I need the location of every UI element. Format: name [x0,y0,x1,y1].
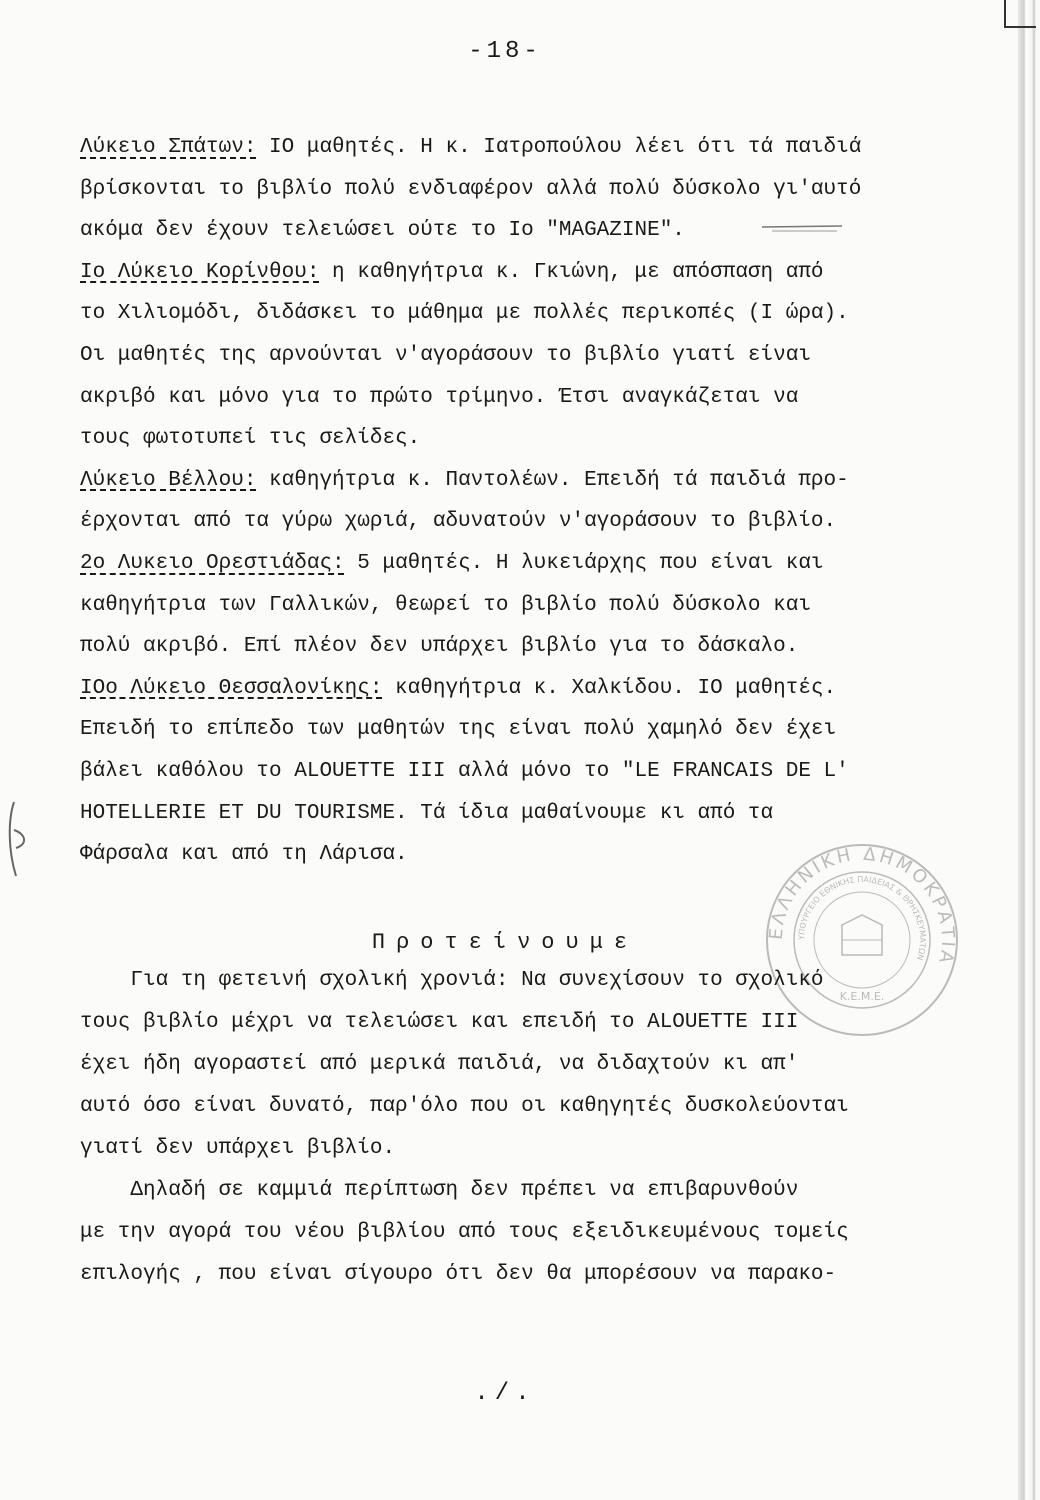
proposal-line: γιατί δεν υπάρχει βιβλίο. [80,1137,396,1160]
text-line [80,260,824,286]
line-text: Φάρσαλα και από τη Λάρισα. [80,843,408,867]
line-text: η καθηγήτρια κ. Γκιώνη, με απόσπαση από [319,260,824,284]
line-text: πολύ ακριβό. Επί πλέον δεν υπάρχει βιβλίο για το δάσκαλο. [80,635,799,659]
text-line [80,551,824,577]
text-line [80,593,811,619]
line-text: καθηγήτρια κ. Χαλκίδου. ΙΟ μαθητές. [382,676,837,700]
margin-pencil-mark [6,800,32,880]
text-line [80,842,408,868]
line-text: καθηγήτρια των Γαλλικών, θεωρεί το βιβλίο πολύ δύσκολο και [80,593,811,617]
text-line [80,343,811,369]
text-line [80,509,836,535]
school-name-underlined: Λύκειο Σπάτων: [80,136,257,159]
seal-code: Κ.Ε.Μ.Ε. [839,990,885,1003]
line-text: HOTELLERIE ET DU TOURISME. Τά ίδια μαθαίνουμε κι από τα [80,801,774,825]
corner-mark [1004,0,1036,28]
text-line [80,801,773,827]
proposal-line: έχει ήδη αγοραστεί από μερικά παιδιά, να διδαχτούν κι απ' [80,1053,799,1076]
proposal-line: Για τη φετεινή σχολική χρονιά: Να συνεχίσουν το σχολικό [80,969,824,992]
line-text: βρίσκονται το βιβλίο πολύ ενδιαφέρον αλλά πολύ δύσκολο γι'αυτό [80,177,862,201]
line-text: Επειδή το επίπεδο των μαθητών της είναι πολύ χαμηλό δεν έχει [80,718,837,742]
proposal-line: αυτό όσο είναι δυνατό, παρ'όλο που οι καθηγητές δυσκολεύονται [80,1095,849,1118]
line-text: Οι μαθητές της αρνούνται ν'αγοράσουν το βιβλίο γιατί είναι [80,344,811,367]
section-heading: Προτείνουμε [371,930,639,955]
proposal-line: επιλογής , που είναι σίγουρο ότι δεν θα μπορέσουν να παρακο- [80,1263,837,1286]
school-name-underlined: Λύκειο Βέλλου: [80,468,257,492]
line-text: τους φωτοτυπεί τις σελίδες. [80,427,421,451]
official-seal-stamp [762,840,962,1040]
seal-inner-text: ΥΠΟΥΡΓΕΙΟ ΕΘΝΙΚΗΣ ΠΑΙΔΕΙΑΣ & ΘΡΗΣΚΕΥΜΑΤΩΝ [796,874,928,962]
binder-edge [1018,0,1040,1500]
text-line [80,426,420,452]
text-line [80,385,798,411]
line-text: έρχονται από τα γύρω χωριά, αδυνατούν ν'αγοράσουν το βιβλίο. [80,510,837,534]
proposal-line: τους βιβλίο μέχρι να τελειώσει και επειδή το ALOUETTE III [80,1011,799,1034]
school-name-underlined: Ιο Λύκειο Κορίνθου: [80,260,320,284]
text-line [80,468,849,494]
continuation-mark: ./. [474,1380,536,1407]
line-text: 5 μαθητές. Η λυκειάρχης που είναι και [344,552,824,575]
proposal-line: Δηλαδή σε καμμιά περίπτωση δεν πρέπει να επιβαρυνθούν [80,1179,799,1202]
svg-text:ΥΠΟΥΡΓΕΙΟ ΕΘΝΙΚΗΣ ΠΑΙΔΕΙΑΣ & Θ [797,875,927,961]
text-line [80,135,861,161]
proposal-line: με την αγορά του νέου βιβλίου από τους εξειδικευμένους τομείς [80,1221,849,1244]
text-line [80,218,685,244]
line-text: ακόμα δεν έχουν τελειώσει ούτε το Ιο "MAGAZINE". [80,219,685,243]
line-text: καθηγήτρια κ. Παντολέων. Επειδή τά παιδιά προ- [256,468,849,492]
page-number: -18- [468,38,542,65]
text-line [80,759,849,785]
text-line [80,634,798,660]
line-text: το Χιλιομόδι, διδάσκει το μάθημα με πολλές περικοπές (Ι ώρα). [80,302,849,326]
text-line [80,177,861,203]
line-text: βάλει καθόλου το ALOUETTE III αλλά μόνο το "LE FRANCAIS DE L' [80,760,849,783]
school-name-underlined: 2ο Λυκειο Ορεστιάδας: [80,552,345,575]
text-line [80,717,836,743]
text-line [80,676,836,702]
school-name-underlined: ΙΟο Λύκειο Θεσσαλονίκης: [80,676,383,700]
text-line [80,301,849,327]
line-text: ΙΟ μαθητές. Η κ. Ιατροπούλου λέει ότι τά παιδιά [256,136,862,159]
seal-ring-text: ΕΛΛΗΝΙΚΗ ΔΗΜΟΚΡΑΤΙΑ [765,843,959,968]
line-text: ακριβό και μόνο για το πρώτο τρίμηνο. Έτσι αναγκάζεται να [80,385,799,409]
strikethrough-mark [762,222,842,236]
